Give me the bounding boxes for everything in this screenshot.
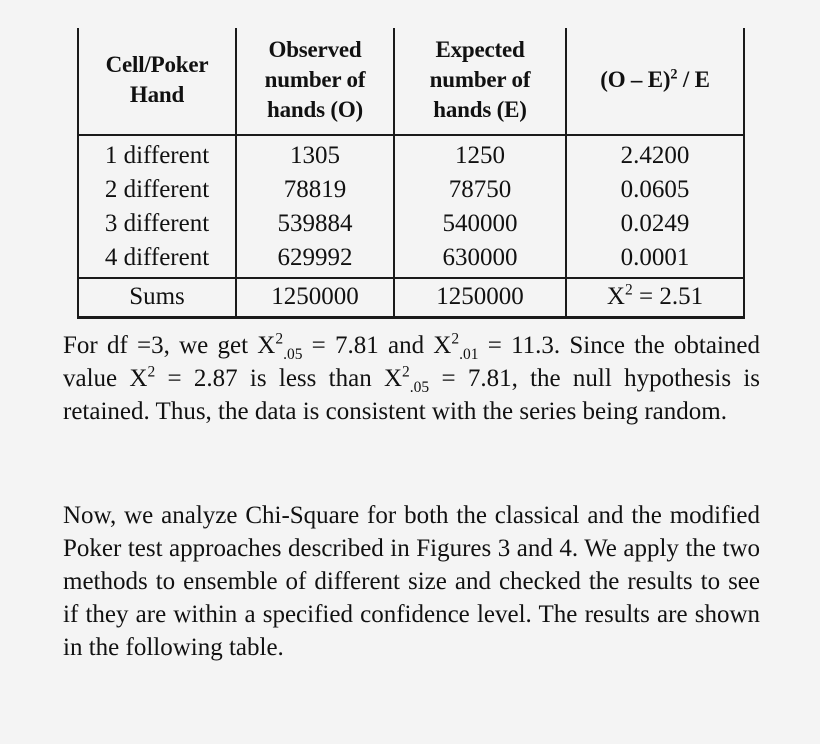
sums-observed: 1250000: [236, 278, 394, 318]
header-line: Cell/Poker: [105, 52, 209, 77]
column-header-observed: [236, 28, 394, 135]
subscript: .05: [409, 379, 430, 396]
cell-observed: 539884: [236, 207, 394, 241]
chi-square-table-container: [77, 28, 743, 319]
header-line: hands (E): [433, 97, 527, 122]
cell-label: 3 different: [78, 207, 236, 241]
header-line: Hand: [129, 82, 185, 107]
cell-expected: 630000: [394, 241, 566, 278]
column-header-cell-poker-hand: [78, 28, 236, 135]
exponent: 2: [402, 363, 410, 381]
sums-statistic: [566, 278, 744, 318]
formula-tail: / E: [677, 67, 710, 92]
header-line: Observed: [268, 37, 362, 62]
table-header: [78, 28, 744, 135]
paragraph-text: [63, 329, 760, 428]
table-sums-row: [78, 278, 744, 318]
column-header-expected: [394, 28, 566, 135]
paragraph-chi-square-analysis: [63, 499, 760, 664]
text-segment: = 7.81, the null hypothesis is retained. Thus, the data is consistent with the series being random.: [63, 365, 761, 425]
column-header-statistic: [566, 28, 744, 135]
statistic-formula: [600, 67, 710, 92]
subscript: .05: [283, 346, 303, 363]
chi-value: = 2.51: [632, 283, 704, 310]
paragraph-text: Now, we analyze Chi-Square for both the classical and the modified Poker test approaches described in Figures 3 and 4. We apply the two methods to ensemble of different size and checked the results to see if they are within a specified confidence level. The results are shown in the following table.: [63, 502, 760, 661]
chi-symbol: X: [606, 283, 625, 310]
cell-expected: 540000: [394, 207, 566, 241]
chi-square-poker-test-table: [77, 28, 745, 319]
text-segment: = 7.81 and X: [302, 332, 452, 359]
chi-exponent: 2: [624, 281, 633, 299]
table-row: [78, 135, 744, 173]
exponent: 2: [451, 330, 460, 348]
sums-label: Sums: [78, 278, 236, 318]
table-sums-body: [78, 278, 744, 318]
cell-expected: 78750: [394, 173, 566, 207]
subscript: .01: [459, 346, 479, 363]
cell-observed: 1305: [236, 135, 394, 173]
header-line: number of: [429, 67, 531, 92]
cell-label: 1 different: [78, 135, 236, 173]
table-row: [78, 207, 744, 241]
text-segment: = 11.3. Since the obtained value X: [63, 332, 761, 392]
cell-observed: 629992: [236, 241, 394, 278]
text-segment: For df =3, we get X: [63, 332, 276, 359]
header-line: Expected: [435, 37, 525, 62]
cell-statistic: 0.0605: [566, 173, 744, 207]
header-line: hands (O): [267, 97, 363, 122]
formula-base: (O – E): [600, 67, 671, 92]
header-line: number of: [264, 67, 366, 92]
cell-observed: 78819: [236, 173, 394, 207]
table-row: [78, 173, 744, 207]
cell-statistic: 2.4200: [566, 135, 744, 173]
cell-statistic: 0.0249: [566, 207, 744, 241]
table-body: [78, 135, 744, 278]
formula-exponent: 2: [670, 66, 678, 83]
table-header-row: [78, 28, 744, 135]
sums-expected: 1250000: [394, 278, 566, 318]
cell-label: 2 different: [78, 173, 236, 207]
exponent: 2: [147, 363, 156, 381]
table-row: [78, 241, 744, 278]
cell-statistic: 0.0001: [566, 241, 744, 278]
paragraph-chi-square-conclusion: [63, 329, 760, 428]
cell-expected: 1250: [394, 135, 566, 173]
text-segment: = 2.87 is less than X: [155, 365, 403, 392]
cell-label: 4 different: [78, 241, 236, 278]
exponent: 2: [275, 330, 284, 348]
